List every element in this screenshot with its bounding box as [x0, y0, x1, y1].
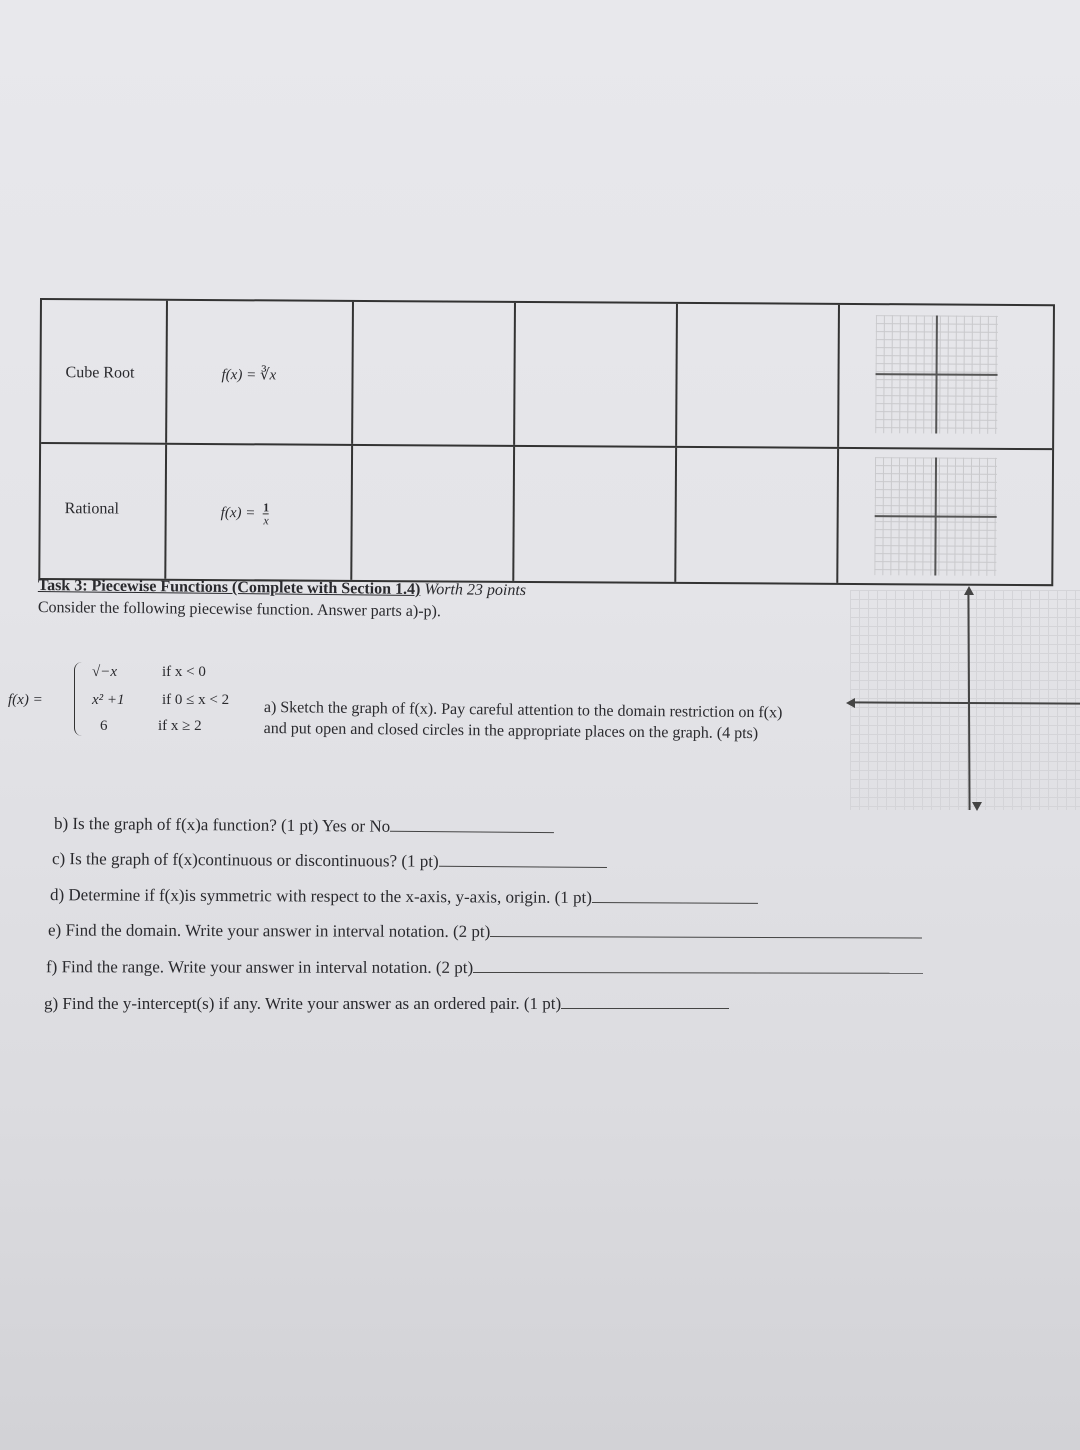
y-axis — [934, 457, 937, 575]
question-a: a) Sketch the graph of f(x). Pay careful attention to the domain restriction on f(x) and put open and closed circles in the appropriate places on the graph. (4 pts) — [263, 698, 783, 743]
answer-line-g[interactable] — [561, 994, 729, 1009]
row-label-cube-root: Cube Root — [65, 364, 135, 382]
question-g: g) Find the y-intercept(s) if any. Write your answer as an ordered pair. (1 pt) — [44, 994, 729, 1014]
cube-root-graph-grid[interactable] — [875, 315, 998, 434]
arrow-down-icon — [972, 802, 982, 811]
answer-cell[interactable] — [515, 303, 678, 446]
y-axis — [935, 315, 938, 433]
piece-expr-2: x² +1 — [92, 692, 125, 708]
rational-graph-grid[interactable] — [874, 457, 997, 576]
row-label-rational: Rational — [64, 500, 119, 518]
question-d: d) Determine if f(x)is symmetric with respect to the x-axis, y-axis, origin. (1 pt) — [50, 885, 758, 909]
task-worth: Worth 23 points — [424, 581, 527, 600]
answer-line-e[interactable] — [490, 922, 922, 939]
answer-cell[interactable] — [676, 448, 839, 583]
piecewise-function — [8, 660, 258, 740]
arrow-up-icon — [964, 586, 974, 595]
formula-cube-root: f(x) = ∛x — [221, 367, 277, 384]
table-row-rational — [40, 444, 1052, 584]
function-table — [38, 298, 1055, 586]
formula-rational: f(x) = $\frac{1}{x}$ — [220, 500, 270, 528]
arrow-left-icon — [846, 698, 855, 708]
task-heading — [38, 577, 526, 600]
answer-line-d[interactable] — [592, 888, 758, 904]
question-f: f) Find the range. Write your answer in interval notation. (2 pt) — [46, 957, 923, 979]
answer-cell[interactable] — [352, 446, 515, 581]
piecewise-lhs: f(x) = — [8, 692, 43, 708]
answer-cell[interactable] — [353, 302, 516, 445]
question-e: e) Find the domain. Write your answer in interval notation. (2 pt) — [48, 920, 922, 943]
x-axis — [850, 701, 1080, 704]
piece-expr-1: √−x — [92, 664, 118, 680]
answer-line-f[interactable] — [473, 958, 923, 974]
answer-line-c[interactable] — [439, 852, 607, 868]
table-row-cube-root — [41, 300, 1053, 450]
piece-cond-1: if x < 0 — [162, 664, 206, 680]
piece-expr-3: 6 — [100, 718, 108, 734]
brace — [74, 662, 89, 736]
y-axis — [967, 590, 970, 810]
answer-cell[interactable] — [677, 304, 840, 447]
task-instruction: Consider the following piecewise function. Answer parts a)-p). — [37, 599, 441, 621]
question-b: b) Is the graph of f(x)a function? (1 pt) Yes or No — [54, 814, 554, 838]
sketch-graph-grid[interactable] — [850, 590, 1080, 810]
task-title: Task 3: Piecewise Functions (Complete with Section 1.4) — [37, 577, 421, 599]
piece-cond-3: if x ≥ 2 — [158, 718, 202, 734]
piece-cond-2: if 0 ≤ x < 2 — [162, 692, 230, 708]
answer-cell[interactable] — [514, 447, 677, 582]
answer-line-b[interactable] — [390, 817, 554, 833]
question-c: c) Is the graph of f(x)continuous or discontinuous? (1 pt) — [52, 849, 607, 873]
